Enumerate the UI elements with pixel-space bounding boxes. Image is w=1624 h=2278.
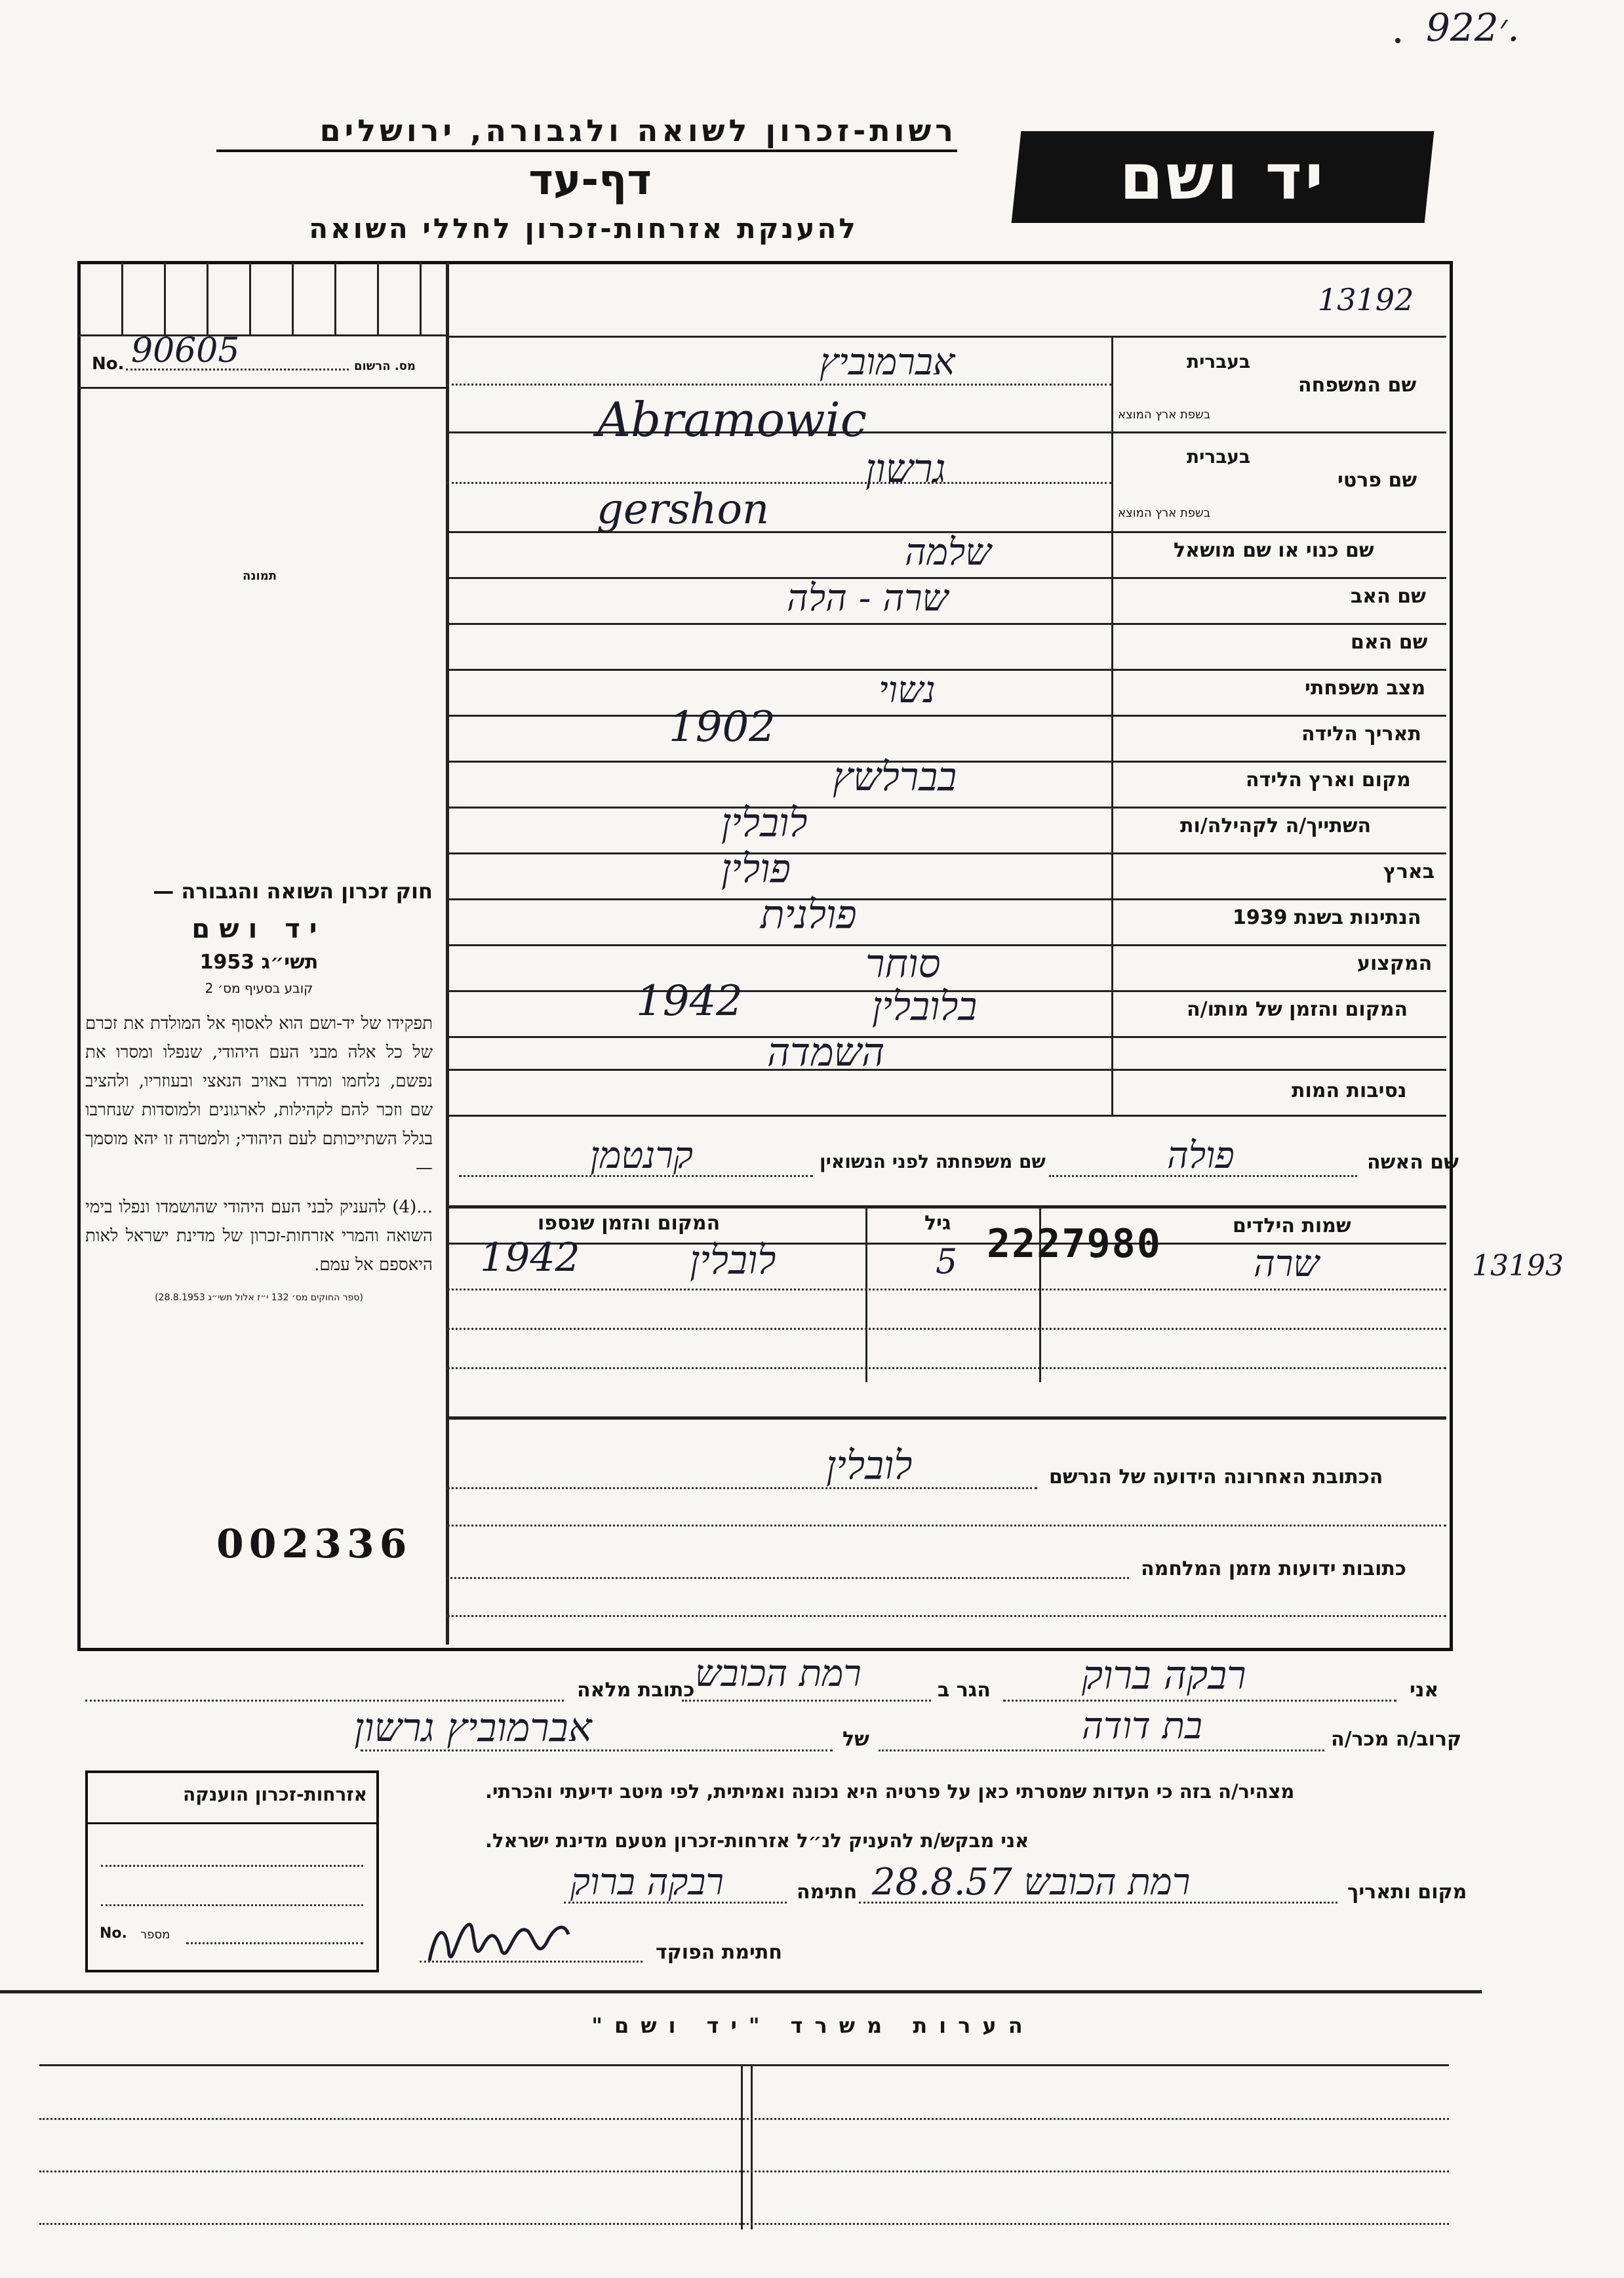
law-title: חוק זכרון השואה והגבורה — (153, 879, 433, 904)
first-name-origin: gershon (597, 485, 770, 534)
hebrew-label-first: בעברית (1187, 446, 1251, 468)
side-stamp: 13193 (1472, 1249, 1564, 1283)
death-circumstances-label: נסיבות המות (1292, 1079, 1407, 1102)
declaration-statement: מצהיר/ה בזה כי העדות שמסרתי כאן על פרטיה היא נכונה ואמיתית, לפי מיטב ידיעתי והכרתי. (485, 1780, 1295, 1803)
citizenship-box-number-label: מספר (140, 1928, 170, 1942)
logo-text: יד ושם (1119, 140, 1326, 214)
children-names-label: שמות הילדים (1233, 1214, 1351, 1237)
corner-dot (1395, 38, 1400, 43)
wife-label: שם האשה (1367, 1151, 1459, 1174)
lives-in-value: רמת הכובש (695, 1652, 862, 1695)
death-year: 1942 (636, 977, 743, 1026)
photo-label: תמונה (243, 569, 277, 583)
profession-label: המקצוע (1357, 952, 1433, 975)
marital-label: מצב משפחתי (1305, 677, 1426, 700)
children-age-label: גיל (924, 1212, 951, 1235)
citizenship-value: פולנית (761, 892, 857, 938)
relation-of-value: אברמוביץ גרשון (354, 1705, 592, 1751)
maiden-label: שם משפחתה לפני הנשואין (820, 1151, 1046, 1172)
frame-divider (446, 262, 449, 1645)
lives-in-label: הגר ב (938, 1679, 991, 1702)
country-value: פולין (721, 846, 791, 892)
child-age: 5 (936, 1243, 958, 1282)
death-label: המקום והזמן של מותו/ה (1187, 998, 1408, 1021)
death-circumstances-value: השמדה (767, 1029, 885, 1075)
father-value: שרה - הלה (787, 577, 949, 620)
law-year: תשי״ג 1953 (199, 951, 319, 974)
yad-vashem-logo (1012, 131, 1435, 223)
maiden-value: קרנטמן (590, 1134, 693, 1177)
registration-no-label: No. (92, 354, 125, 374)
family-name-hebrew: אברמוביץ (820, 341, 955, 384)
i-label: אני (1410, 1679, 1439, 1702)
form-title: דף-עד (528, 156, 652, 205)
first-name-hebrew: גרשון (865, 446, 946, 492)
corner-number: 922׳. (1426, 5, 1520, 50)
law-text-2: ...(4) להעניק לבני העם היהודי שהושמדו ונפלו בימי השואה והמרי אזרחות-זכרון של מדינת ישראל לאות היאספם אל עמם. (85, 1197, 433, 1275)
birth-date-value: 1902 (669, 703, 776, 751)
signature-label: חתימה (797, 1881, 858, 1904)
birth-place-label: מקום וארץ הלידה (1246, 769, 1411, 791)
place-date-label: מקום ותאריך (1347, 1881, 1467, 1904)
father-label: שם האב (1351, 585, 1426, 608)
wife-value: פולה (1167, 1134, 1235, 1177)
law-block (85, 879, 433, 1303)
full-address-label: כתובת מלאה (577, 1679, 695, 1702)
registration-number: 90605 (131, 331, 240, 370)
death-place: בלובלין (872, 984, 978, 1029)
community-label: השתייך/ה לקהילה/ות (1180, 814, 1372, 837)
form-subtitle: להענקת אזרחות-זכרון לחללי השואה (309, 212, 858, 245)
first-name-label: שם פרטי (1337, 469, 1417, 492)
relation-value: בת דודה (1082, 1705, 1202, 1748)
nickname-value: שלמה (905, 531, 991, 574)
hebrew-label-family: בעברית (1187, 351, 1251, 372)
mother-label: שם האם (1351, 631, 1428, 654)
law-section: קובע בסעיף מס׳ 2 (205, 980, 313, 996)
profession-value: סוחר (865, 941, 941, 987)
child-year: 1942 (480, 1235, 580, 1281)
child-place: לובלין (690, 1237, 776, 1283)
community-value: לובלין (721, 800, 808, 846)
children-stamp-number: 2227980 (987, 1221, 1162, 1267)
children-place-time-label: המקום והזמן שנספו (538, 1212, 721, 1235)
officer-signature (423, 1902, 574, 1974)
declaration-request: אני מבקש/ת להעניק לנ״ל אזרחות-זכרון מטעם מדינת ישראל. (485, 1829, 1029, 1852)
child-name: שרה (1254, 1243, 1319, 1285)
family-name-label: שם המשפחה (1298, 374, 1417, 397)
country-label: בארץ (1383, 860, 1435, 883)
birth-date-label: תאריך הלידה (1301, 723, 1421, 746)
law-name: יד ושם (191, 914, 327, 944)
signature-value: רבקה ברוק (570, 1861, 724, 1904)
origin-lang-label-first: בשפת ארץ המוצא (1118, 506, 1211, 520)
last-address-label: הכתובת האחרונה הידועה של הנרשם (1049, 1466, 1383, 1489)
citizenship-box-no: No. (100, 1925, 127, 1942)
declarant-name: רבקה ברוק (1082, 1652, 1246, 1698)
relative-label: קרוב/ה מכר/ה (1331, 1728, 1462, 1751)
table-row (447, 1235, 1446, 1289)
law-source: (ספר החוקים מס׳ 132 י״ז אלול תשי״ג 28.8.1953) (155, 1292, 363, 1303)
registration-label: מס. הרשום (354, 359, 416, 373)
citizenship-label: הנתינות בשנת 1939 (1233, 906, 1421, 929)
marital-value: נשוי (879, 669, 936, 711)
nickname-label: שם כנוי או שם מושאל (1174, 539, 1374, 562)
officer-signature-label: חתימת הפוקד (656, 1941, 782, 1964)
origin-lang-label-family: בשפת ארץ המוצא (1118, 408, 1211, 422)
citizenship-box (85, 1770, 379, 1972)
authority-line: רשות-זכרון לשואה ולגבורה, ירושלים (216, 113, 957, 152)
stamp-top: 13192 (1318, 282, 1414, 317)
citizenship-box-title: אזרחות-זכרון הוענקה (183, 1784, 367, 1805)
last-address-value: לובלין (826, 1443, 913, 1489)
law-text-1: תפקידו של יד-ושם הוא לאסוף אל המולדת את זכרם של כל אלה מבני העם היהודי, שנפלו ומסרו את נפשם, נלחמו ומרדו באויב הנאצי ובעוזריו, ולהציב שם וזכר להם לקהילות, לארגונים ולמוסדות שנחרבו בגלל השתייכותם לעם היהודי; ולמטרה זו יהא מוסמך — (85, 1014, 433, 1178)
family-name-origin: Abramowic (597, 392, 867, 447)
place-date-value: רמת הכובש 28.8.57 (872, 1861, 1191, 1904)
serial-number: 002336 (216, 1521, 412, 1567)
war-address-label: כתובות ידועות מזמן המלחמה (1141, 1557, 1406, 1580)
of-label: של (842, 1728, 869, 1751)
remarks-title: הערות משרד "יד ושם" (591, 2013, 1035, 2038)
birth-place-value: בברלשץ (833, 754, 957, 800)
